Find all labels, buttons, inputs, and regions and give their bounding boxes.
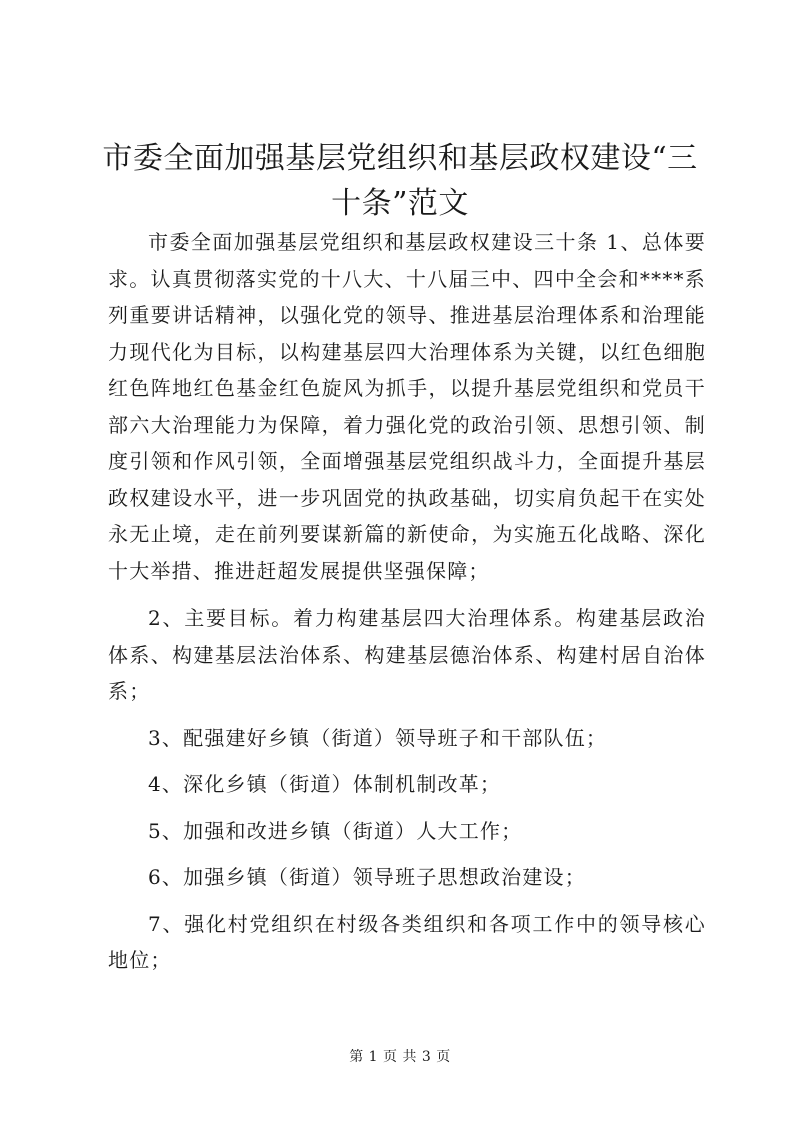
document-title: 市委全面加强基层党组织和基层政权建设“三十条”范文 — [102, 141, 698, 221]
page-footer: 第 1 页 共 3 页 — [349, 1049, 451, 1065]
document-body — [108, 224, 706, 989]
paragraph-3: 3、配强建好乡镇（街道）领导班子和干部队伍； — [148, 725, 608, 750]
paragraph-4: 4、深化乡镇（街道）体制机制改革； — [148, 772, 502, 796]
paragraph-6: 6、加强乡镇（街道）领导班子思想政治建设； — [148, 865, 586, 889]
paragraph-7: 7、强化村党组织在村级各类组织和各项工作中的领导核心地位； — [108, 911, 706, 972]
paragraph-2: 2、主要目标。着力构建基层四大治理体系。构建基层政治体系、构建基层法治体系、构建基层德治体系、构建村居自治体系； — [108, 606, 706, 703]
paragraph-5: 5、加强和改进乡镇（街道）人大工作； — [148, 818, 523, 843]
paragraph-1: 市委全面加强基层党组织和基层政权建设三十条 1、总体要求。认真贯彻落实党的十八大、十八届三中、四中全会和****系列重要讲话精神，以强化党的领导、推进基层治理体系和治理能力现代化为目标，以构建基层四大治理体系为关键，以红色细胞红色阵地红色基金红色旋风为抓手，以提升基层党组织和党员干部六大治理能力为保障，着力强化党的政治引领、思想引领、制度引领和作风引领，全面增强基层党组织战斗力，全面提升基层政权建设水平，进一步巩固党的执政基础，切实肩负起干在实处永无止境，走在前列要谋新篇的新使命，为实施五化战略、深化十大举措、推进赶超发展提供坚强保障； — [108, 230, 706, 583]
